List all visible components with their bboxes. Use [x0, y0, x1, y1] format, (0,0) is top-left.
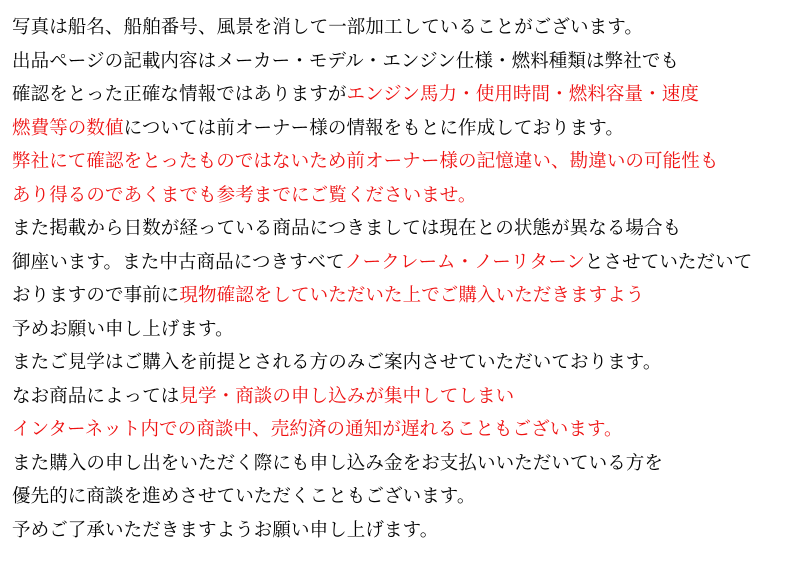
notice-line [12, 513, 788, 547]
body-text: また掲載から日数が経っている商品につきましては現在との状態が異なる場合も [12, 217, 682, 238]
notice-line [12, 111, 788, 145]
notice-line [12, 446, 788, 480]
body-text: 写真は船名、船舶番号、風景を消して一部加工していることがございます。 [12, 16, 643, 37]
body-text: また購入の申し出をいただく際にも申し込み金をお支払いいただいている方を [12, 451, 664, 473]
body-text: については前オーナー様の情報をもとに作成しております。 [123, 116, 624, 138]
notice-line [12, 479, 788, 513]
notice-line [12, 178, 788, 212]
body-text: なお商品によっては [12, 384, 180, 406]
notice-line [12, 44, 788, 78]
notice-line [12, 77, 788, 111]
notice-line [12, 10, 788, 44]
notice-line [12, 211, 788, 245]
highlighted-text: 燃費等の数値 [12, 116, 124, 138]
body-text: 予めご了承いただきますようお願い申し上げます。 [12, 518, 439, 540]
body-text: 出品ページの記載内容はメーカー・モデル・エンジン仕様・燃料種類は弊社でも [12, 49, 680, 71]
notice-line [12, 412, 788, 446]
body-text: 予めお願い申し上げます。 [12, 317, 234, 339]
notice-line [12, 345, 788, 379]
highlighted-text: 弊社にて確認をとったものではないため前オーナー様の記憶違い、勘違いの可能性も [12, 150, 719, 171]
highlighted-text: ノークレーム・ノーリターン [344, 250, 585, 272]
body-text: 確認をとった正確な情報ではありますが [12, 83, 347, 104]
body-text: 優先的に商談を進めさせていただくこともございます。 [12, 485, 476, 506]
notice-line [12, 278, 788, 312]
highlighted-text: あり得るのであくまでも参考までにご覧くださいませ。 [12, 183, 477, 205]
highlighted-text: 見学・商談の申し込みが集中してしまい [179, 384, 515, 406]
body-text: おりますので事前に [12, 284, 180, 305]
highlighted-text: インターネット内での商談中、売約済の通知が遅れることもございます。 [12, 418, 623, 439]
notice-line [12, 245, 788, 279]
body-text: 御座います。また中古商品につきすべて [12, 250, 345, 272]
body-text: とさせていただいて [584, 250, 753, 272]
notice-line [12, 379, 788, 413]
highlighted-text: エンジン馬力・使用時間・燃料容量・速度 [346, 83, 699, 104]
notice-line [12, 144, 788, 178]
body-text: またご見学はご購入を前提とされる方のみご案内させていただいております。 [12, 351, 662, 372]
notice-line [12, 312, 788, 346]
highlighted-text: 現物確認をしていただいた上でご購入いただきますよう [179, 284, 645, 305]
